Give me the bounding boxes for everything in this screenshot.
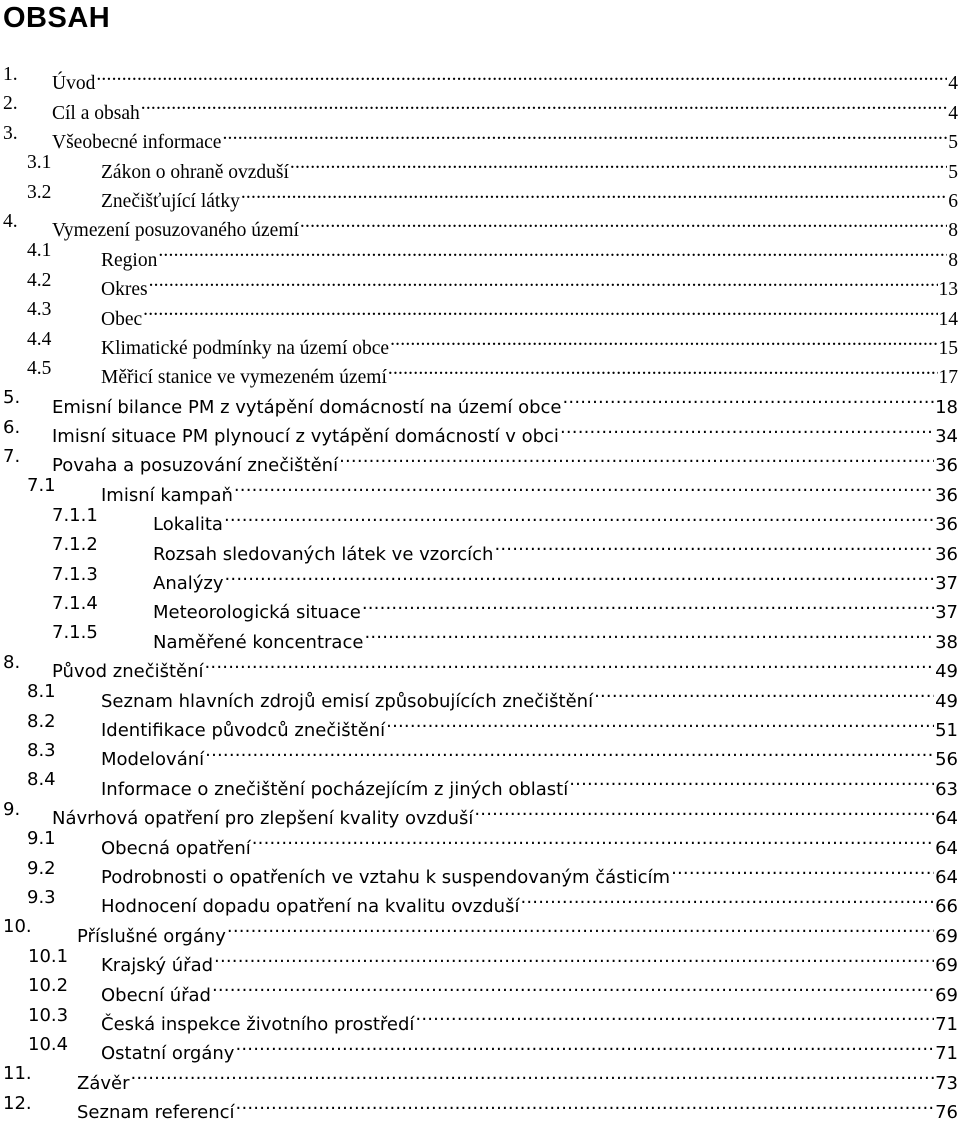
toc-entry[interactable] — [0, 824, 960, 859]
dot-leader — [569, 765, 934, 794]
toc-entry[interactable] — [0, 207, 960, 242]
dot-leader — [131, 1059, 935, 1088]
page-title: OBSAH — [3, 2, 111, 34]
dot-leader — [212, 971, 934, 1000]
dot-leader — [96, 60, 947, 89]
toc-entry-title[interactable]: Hodnocení dopadu opatření na kvalitu ovzduší — [101, 896, 520, 918]
toc-entry-page-number[interactable]: 34 — [935, 426, 958, 448]
toc-entry-page-number[interactable]: 36 — [935, 455, 958, 477]
toc-entry-title[interactable]: Zákon o ohraně ovzduší — [101, 161, 289, 183]
toc-entry[interactable] — [0, 266, 960, 301]
toc-entry-page-number[interactable]: 49 — [935, 690, 958, 712]
toc-entry-page-number[interactable]: 8 — [948, 249, 958, 271]
dot-leader — [149, 266, 938, 295]
toc-entry[interactable] — [0, 883, 960, 918]
toc-entry[interactable] — [0, 501, 960, 536]
toc-entry-number: 10.3 — [28, 1004, 69, 1026]
toc-entry-number: 12. — [3, 1092, 32, 1114]
toc-entry-title[interactable]: Lokalita — [153, 514, 223, 536]
toc-entry-page-number[interactable]: 73 — [935, 1072, 958, 1094]
toc-entry[interactable] — [0, 1030, 960, 1065]
toc-entry[interactable] — [0, 942, 960, 977]
toc-entry-page-number[interactable]: 49 — [935, 661, 958, 683]
dot-leader — [339, 442, 934, 471]
dot-leader — [222, 119, 947, 148]
dot-leader — [290, 148, 947, 177]
dot-leader — [241, 178, 947, 207]
dot-leader — [494, 530, 934, 559]
toc-entry-number: 10.1 — [28, 945, 69, 967]
dot-leader — [225, 560, 935, 589]
toc-entry-page-number[interactable]: 63 — [935, 778, 958, 800]
toc-entry-number: 6. — [3, 416, 21, 438]
dot-leader — [364, 618, 934, 647]
toc-entry-title[interactable]: Imisní situace PM plynoucí z vytápění domácností v obci — [52, 426, 559, 448]
toc-entry-page-number[interactable]: 71 — [935, 1013, 958, 1035]
toc-entry-number: 7.1.1 — [52, 504, 98, 526]
toc-entry[interactable] — [0, 295, 960, 330]
toc-entry-number: 7.1.5 — [52, 622, 98, 644]
toc-entry-title[interactable]: Modelování — [101, 749, 205, 771]
toc-entry-title[interactable]: Emisní bilance PM z vytápění domácností na území obce — [52, 396, 562, 418]
dot-leader — [474, 795, 934, 824]
dot-leader — [205, 736, 934, 765]
toc-entry-title[interactable]: Naměřené koncentrace — [153, 631, 364, 653]
dot-leader — [390, 325, 937, 354]
toc-entry[interactable] — [0, 765, 960, 800]
toc-entry-page-number[interactable]: 38 — [935, 631, 958, 653]
toc-entry-page-number[interactable]: 4 — [948, 73, 958, 95]
toc-entry-title[interactable]: Analýzy — [153, 573, 224, 595]
toc-entry-title[interactable]: Ostatní orgány — [101, 1043, 235, 1065]
toc-entry-number: 9. — [3, 798, 21, 820]
toc-entry-page-number[interactable]: 36 — [935, 514, 958, 536]
toc-entry-number: 9.3 — [27, 886, 56, 908]
dot-leader — [415, 1001, 934, 1030]
toc-entry-number: 9.2 — [27, 857, 56, 879]
toc-entry[interactable] — [0, 589, 960, 624]
toc-entry-page-number[interactable]: 37 — [935, 573, 958, 595]
toc-entry[interactable] — [0, 119, 960, 154]
dot-leader — [205, 648, 935, 677]
toc-entry-page-number[interactable]: 13 — [938, 279, 958, 301]
toc-entry-title[interactable]: Krajský úřad — [101, 955, 214, 977]
toc-entry-page-number[interactable]: 15 — [938, 337, 958, 359]
toc-entry-page-number[interactable]: 69 — [935, 925, 958, 947]
toc-entry[interactable] — [0, 971, 960, 1006]
toc-entry-page-number[interactable]: 64 — [935, 837, 958, 859]
toc-entry-number: 10.2 — [28, 975, 69, 997]
toc-entry[interactable] — [0, 648, 960, 683]
table-of-contents — [0, 60, 960, 1124]
toc-entry-title[interactable]: Cíl a obsah — [52, 102, 140, 124]
toc-entry-page-number[interactable]: 5 — [948, 132, 958, 154]
toc-entry-page-number[interactable]: 69 — [935, 984, 958, 1006]
toc-entry-page-number[interactable]: 37 — [935, 602, 958, 624]
toc-entry-title[interactable]: Seznam hlavních zdrojů emisí způsobujících znečištění — [101, 690, 594, 712]
toc-entry-number: 1. — [3, 64, 18, 85]
dot-leader — [563, 383, 935, 412]
dot-leader — [234, 471, 934, 500]
dot-leader — [362, 589, 934, 618]
toc-entry-number: 10.4 — [28, 1033, 69, 1055]
dot-leader — [235, 1030, 934, 1059]
toc-entry-number: 2. — [3, 93, 18, 115]
toc-entry-page-number[interactable]: 18 — [935, 396, 958, 418]
toc-entry-number: 3.1 — [27, 152, 52, 174]
toc-entry[interactable] — [0, 1059, 960, 1094]
toc-entry[interactable] — [0, 912, 960, 947]
toc-entry-title[interactable]: Všeobecné informace — [52, 132, 222, 154]
toc-entry-page-number[interactable]: 64 — [935, 866, 958, 888]
toc-entry-number: 4.3 — [27, 299, 52, 321]
dot-leader — [224, 501, 934, 530]
toc-entry-title[interactable]: Okres — [101, 279, 148, 301]
dot-leader — [214, 942, 934, 971]
toc-entry-title[interactable]: Měřicí stanice ve vymezeném území — [101, 367, 387, 389]
toc-entry-title[interactable]: Identifikace původců znečištění — [101, 719, 386, 741]
dot-leader — [227, 912, 934, 941]
toc-entry-title[interactable]: Úvod — [52, 73, 96, 95]
toc-entry-title[interactable]: Návrhová opatření pro zlepšení kvality ovzduší — [52, 808, 474, 830]
toc-entry-page-number[interactable]: 66 — [935, 896, 958, 918]
toc-entry-page-number[interactable]: 36 — [935, 484, 958, 506]
toc-entry-title[interactable]: Region — [101, 249, 158, 271]
toc-entry-number: 9.1 — [27, 828, 56, 850]
toc-entry-title[interactable]: Původ znečištění — [52, 661, 204, 683]
dot-leader — [141, 89, 948, 118]
toc-entry[interactable] — [0, 736, 960, 771]
toc-entry[interactable] — [0, 178, 960, 212]
toc-entry-title[interactable]: Povaha a posuzování znečištění — [52, 455, 339, 477]
toc-entry-number: 4. — [3, 210, 18, 232]
toc-entry-page-number[interactable]: 64 — [935, 808, 958, 830]
dot-leader — [594, 677, 934, 706]
toc-entry[interactable] — [0, 60, 960, 95]
dot-leader — [158, 236, 947, 265]
dot-leader — [560, 413, 934, 442]
toc-entry-title[interactable]: Obec — [101, 308, 143, 330]
toc-entry-number: 4.1 — [27, 240, 52, 262]
toc-entry[interactable] — [0, 1089, 960, 1124]
toc-entry-title[interactable]: Závěr — [77, 1072, 130, 1094]
toc-entry[interactable] — [0, 354, 960, 389]
toc-entry-number: 7.1.2 — [52, 534, 98, 556]
dot-leader — [386, 707, 934, 736]
toc-entry-number: 4.5 — [27, 357, 52, 379]
toc-entry-number: 7.1.4 — [52, 593, 98, 615]
toc-entry-number: 7. — [3, 446, 21, 468]
dot-leader — [143, 295, 937, 324]
toc-entry-number: 8. — [3, 651, 21, 673]
toc-entry-number: 8.2 — [27, 710, 56, 732]
toc-entry-number: 8.1 — [27, 681, 56, 703]
dot-leader — [236, 1089, 935, 1118]
toc-entry-title[interactable]: Informace o znečištění pocházejícím z jiných oblastí — [101, 778, 569, 800]
toc-entry-page-number[interactable]: 5 — [948, 161, 958, 183]
toc-entry[interactable] — [0, 618, 960, 653]
toc-entry[interactable] — [0, 89, 960, 124]
toc-entry-title[interactable]: Meteorologická situace — [153, 602, 361, 624]
dot-leader — [671, 854, 934, 883]
toc-entry-page-number[interactable]: 69 — [935, 955, 958, 977]
toc-entry-page-number[interactable]: 14 — [938, 308, 958, 330]
toc-entry-page-number[interactable]: 76 — [935, 1102, 958, 1124]
toc-entry[interactable] — [0, 795, 960, 830]
toc-entry-number: 3.2 — [27, 181, 52, 203]
toc-entry-title[interactable]: Znečišťující látky — [101, 190, 240, 212]
toc-entry-page-number[interactable]: 17 — [938, 367, 958, 389]
toc-entry-page-number[interactable]: 8 — [948, 220, 958, 242]
toc-entry[interactable] — [0, 148, 960, 183]
toc-entry-title[interactable]: Seznam referencí — [77, 1102, 235, 1124]
toc-entry-number: 4.4 — [27, 328, 52, 350]
toc-entry-number: 3. — [3, 122, 18, 144]
toc-entry[interactable] — [0, 854, 960, 888]
toc-entry-title[interactable]: Imisní kampaň — [101, 484, 233, 506]
dot-leader — [388, 354, 938, 383]
toc-entry-title[interactable]: Podrobnosti o opatřeních ve vztahu k suspendovaným částicím — [101, 866, 671, 888]
dot-leader — [300, 207, 947, 236]
toc-entry-page-number[interactable]: 36 — [935, 543, 958, 565]
toc-entry-number: 7.1 — [27, 475, 56, 497]
toc-entry-page-number[interactable]: 4 — [948, 102, 958, 124]
toc-entry[interactable] — [0, 413, 960, 448]
toc-entry-number: 10. — [3, 916, 32, 938]
toc-entry-number: 5. — [3, 387, 21, 409]
toc-entry-page-number[interactable]: 56 — [935, 749, 958, 771]
toc-entry-page-number[interactable]: 6 — [948, 190, 958, 212]
toc-entry[interactable] — [0, 442, 960, 477]
toc-entry-title[interactable]: Obecná opatření — [101, 837, 251, 859]
toc-entry[interactable] — [0, 471, 960, 506]
toc-entry-number: 4.2 — [27, 269, 52, 291]
toc-entry[interactable] — [0, 677, 960, 712]
toc-entry[interactable] — [0, 1001, 960, 1035]
toc-entry[interactable] — [0, 707, 960, 741]
toc-entry-title[interactable]: Příslušné orgány — [77, 925, 226, 947]
toc-entry[interactable] — [0, 325, 960, 359]
dot-leader — [520, 883, 934, 912]
toc-entry[interactable] — [0, 560, 960, 595]
toc-entry[interactable] — [0, 236, 960, 271]
toc-entry-title[interactable]: Klimatické podmínky na území obce — [101, 337, 390, 359]
toc-entry-title[interactable]: Česká inspekce životního prostředí — [101, 1013, 415, 1035]
toc-entry[interactable] — [0, 383, 960, 418]
toc-entry-page-number[interactable]: 51 — [935, 719, 958, 741]
toc-entry-title[interactable]: Rozsah sledovaných látek ve vzorcích — [153, 543, 494, 565]
toc-entry-number: 7.1.3 — [52, 563, 98, 585]
toc-entry-page-number[interactable]: 71 — [935, 1043, 958, 1065]
toc-entry-number: 8.3 — [27, 739, 56, 761]
dot-leader — [252, 824, 934, 853]
toc-entry-title[interactable]: Obecní úřad — [101, 984, 211, 1006]
toc-entry-number: 11. — [3, 1063, 32, 1085]
toc-entry-title[interactable]: Vymezení posuzovaného území — [52, 220, 299, 242]
toc-entry-number: 8.4 — [27, 769, 56, 791]
toc-entry[interactable] — [0, 530, 960, 565]
